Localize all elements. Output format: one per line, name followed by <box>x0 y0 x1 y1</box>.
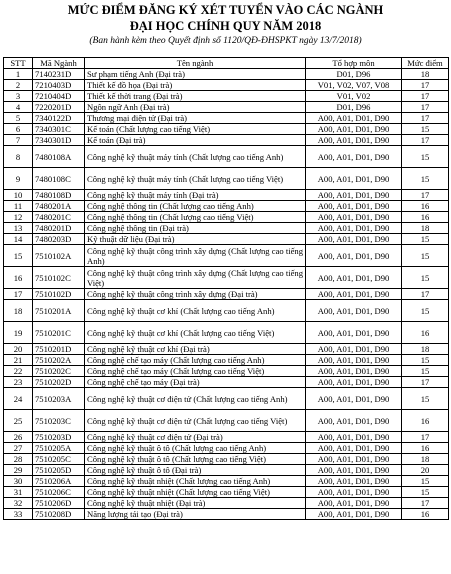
cell-score: 17 <box>402 432 449 443</box>
cell-stt: 13 <box>4 223 33 234</box>
cell-name: Công nghệ chế tạo máy (Chất lượng cao tiếng Anh) <box>85 355 306 366</box>
cell-name: Công nghệ kỹ thuật công trình xây dựng (Đại trà) <box>85 289 306 300</box>
cell-score: 17 <box>402 102 449 113</box>
cell-combo: A00, A01, D01, D90 <box>306 388 402 410</box>
cell-score: 16 <box>402 509 449 520</box>
cell-code: 7510201C <box>33 322 85 344</box>
cell-code: 7510206C <box>33 487 85 498</box>
cell-score: 16 <box>402 410 449 432</box>
cell-score: 17 <box>402 190 449 201</box>
cell-stt: 21 <box>4 355 33 366</box>
cell-name: Công nghệ kỹ thuật nhiệt (Chất lượng cao tiếng Việt) <box>85 487 306 498</box>
table-row <box>4 487 449 498</box>
cell-score: 18 <box>402 454 449 465</box>
cell-score: 18 <box>402 69 449 80</box>
cell-score: 17 <box>402 498 449 509</box>
cell-stt: 17 <box>4 289 33 300</box>
cell-name: Công nghệ kỹ thuật máy tính (Chất lượng cao tiếng Việt) <box>85 168 306 190</box>
cell-stt: 16 <box>4 267 33 289</box>
cell-stt: 25 <box>4 410 33 432</box>
cell-score: 15 <box>402 146 449 168</box>
cell-stt: 30 <box>4 476 33 487</box>
table-row <box>4 465 449 476</box>
cell-score: 15 <box>402 245 449 267</box>
cell-name: Công nghệ kỹ thuật ô tô (Chất lượng cao tiếng Việt) <box>85 454 306 465</box>
col-header-name: Tên ngành <box>85 58 306 69</box>
table-row <box>4 388 449 410</box>
cell-name: Thiết kế đồ họa (Đại trà) <box>85 80 306 91</box>
table-row <box>4 509 449 520</box>
cell-combo: A00, A01, D01, D90 <box>306 234 402 245</box>
cell-stt: 8 <box>4 146 33 168</box>
cell-combo: A00, A01, D01, D90 <box>306 366 402 377</box>
cell-stt: 29 <box>4 465 33 476</box>
cell-combo: A00, A01, D01, D90 <box>306 476 402 487</box>
cell-stt: 7 <box>4 135 33 146</box>
table-row <box>4 377 449 388</box>
cell-combo: A00, A01, D01, D90 <box>306 487 402 498</box>
cell-combo: A00, A01, D01, D90 <box>306 190 402 201</box>
cell-code: 7510202C <box>33 366 85 377</box>
cell-stt: 4 <box>4 102 33 113</box>
cell-combo: D01, D96 <box>306 69 402 80</box>
cell-combo: V01, V02, V07, V08 <box>306 80 402 91</box>
cell-code: 7510202A <box>33 355 85 366</box>
cell-combo: A00, A01, D01, D90 <box>306 344 402 355</box>
cell-name: Kỹ thuật dữ liệu (Đại trà) <box>85 234 306 245</box>
cell-score: 17 <box>402 289 449 300</box>
cell-name: Thương mại điện tử (Đại trà) <box>85 113 306 124</box>
cell-name: Công nghệ kỹ thuật ô tô (Đại trà) <box>85 465 306 476</box>
cell-code: 7480201D <box>33 223 85 234</box>
cell-name: Công nghệ chế tạo máy (Chất lượng cao tiếng Việt) <box>85 366 306 377</box>
cell-stt: 12 <box>4 212 33 223</box>
table-row <box>4 355 449 366</box>
cell-score: 20 <box>402 465 449 476</box>
cell-score: 15 <box>402 487 449 498</box>
scores-table <box>3 57 449 520</box>
cell-combo: A00, A01, D01, D90 <box>306 322 402 344</box>
table-row <box>4 223 449 234</box>
cell-name: Công nghệ thông tin (Đại trà) <box>85 223 306 234</box>
cell-stt: 11 <box>4 201 33 212</box>
cell-code: 7510203D <box>33 432 85 443</box>
cell-combo: A00, A01, D01, D90 <box>306 201 402 212</box>
cell-score: 15 <box>402 168 449 190</box>
cell-stt: 14 <box>4 234 33 245</box>
cell-score: 18 <box>402 344 449 355</box>
table-row <box>4 410 449 432</box>
cell-score: 18 <box>402 223 449 234</box>
cell-code: 7510102D <box>33 289 85 300</box>
cell-code: 7510102C <box>33 267 85 289</box>
cell-name: Kế toán (Chất lượng cao tiếng Việt) <box>85 124 306 135</box>
cell-combo: A00, A01, D01, D90 <box>306 245 402 267</box>
cell-combo: A00, A01, D01, D90 <box>306 509 402 520</box>
cell-score: 15 <box>402 124 449 135</box>
cell-stt: 9 <box>4 168 33 190</box>
cell-stt: 22 <box>4 366 33 377</box>
table-row <box>4 102 449 113</box>
cell-stt: 3 <box>4 91 33 102</box>
cell-score: 15 <box>402 300 449 322</box>
cell-code: 7480201A <box>33 201 85 212</box>
cell-combo: A00, A01, D01, D90 <box>306 410 402 432</box>
cell-name: Công nghệ kỹ thuật cơ khí (Đại trà) <box>85 344 306 355</box>
cell-score: 16 <box>402 322 449 344</box>
table-row <box>4 234 449 245</box>
table-header-row <box>4 58 449 69</box>
cell-code: 7510201A <box>33 300 85 322</box>
cell-combo: D01, D96 <box>306 102 402 113</box>
cell-combo: A00, A01, D01, D90 <box>306 124 402 135</box>
cell-combo: A00, A01, D01, D90 <box>306 443 402 454</box>
cell-code: 7340301D <box>33 135 85 146</box>
cell-name: Công nghệ kỹ thuật máy tính (Chất lượng cao tiếng Anh) <box>85 146 306 168</box>
table-row <box>4 146 449 168</box>
cell-code: 7480203D <box>33 234 85 245</box>
table-row <box>4 300 449 322</box>
col-header-combo: Tổ hợp môn <box>306 58 402 69</box>
table-body <box>4 69 449 520</box>
cell-name: Công nghệ kỹ thuật cơ điện tử (Đại trà) <box>85 432 306 443</box>
cell-combo: A00, A01, D01, D90 <box>306 454 402 465</box>
cell-name: Công nghệ kỹ thuật cơ khí (Chất lượng cao tiếng Việt) <box>85 322 306 344</box>
cell-code: 7480108A <box>33 146 85 168</box>
cell-score: 15 <box>402 476 449 487</box>
cell-score: 15 <box>402 388 449 410</box>
cell-name: Công nghệ kỹ thuật công trình xây dựng (Chất lượng cao tiếng Việt) <box>85 267 306 289</box>
table-row <box>4 289 449 300</box>
cell-name: Công nghệ kỹ thuật cơ điện tử (Chất lượng cao tiếng Việt) <box>85 410 306 432</box>
cell-code: 7220201D <box>33 102 85 113</box>
table-row <box>4 168 449 190</box>
cell-score: 16 <box>402 443 449 454</box>
cell-name: Công nghệ chế tạo máy (Đại trà) <box>85 377 306 388</box>
table-row <box>4 135 449 146</box>
cell-code: 7510205C <box>33 454 85 465</box>
cell-name: Công nghệ kỹ thuật máy tính (Đại trà) <box>85 190 306 201</box>
cell-code: 7510203A <box>33 388 85 410</box>
cell-combo: V01, V02 <box>306 91 402 102</box>
cell-combo: A00, A01, D01, D90 <box>306 432 402 443</box>
cell-name: Thiết kế thời trang (Đại trà) <box>85 91 306 102</box>
table-row <box>4 190 449 201</box>
cell-stt: 28 <box>4 454 33 465</box>
cell-stt: 1 <box>4 69 33 80</box>
cell-combo: A00, A01, D01, D90 <box>306 289 402 300</box>
cell-stt: 5 <box>4 113 33 124</box>
col-header-code: Mã Ngành <box>33 58 85 69</box>
cell-score: 17 <box>402 80 449 91</box>
cell-combo: A00, A01, D01, D90 <box>306 267 402 289</box>
page-subtitle: (Ban hành kèm theo Quyết định số 1120/QĐ-ĐHSPKT ngày 13/7/2018) <box>89 36 362 46</box>
cell-combo: A00, A01, D01, D90 <box>306 300 402 322</box>
cell-name: Năng lượng tái tạo (Đại trà) <box>85 509 306 520</box>
cell-code: 7480201C <box>33 212 85 223</box>
cell-code: 7140231D <box>33 69 85 80</box>
table-row <box>4 113 449 124</box>
cell-code: 7510203C <box>33 410 85 432</box>
cell-score: 17 <box>402 377 449 388</box>
table-row <box>4 443 449 454</box>
cell-score: 15 <box>402 366 449 377</box>
cell-score: 17 <box>402 91 449 102</box>
cell-stt: 31 <box>4 487 33 498</box>
cell-name: Ngôn ngữ Anh (Đại trà) <box>85 102 306 113</box>
cell-code: 7510206D <box>33 498 85 509</box>
table-row <box>4 322 449 344</box>
table-row <box>4 80 449 91</box>
cell-name: Sư phạm tiếng Anh (Đại trà) <box>85 69 306 80</box>
cell-combo: A00, A01, D01, D90 <box>306 498 402 509</box>
cell-name: Công nghệ thông tin (Chất lượng cao tiếng Anh) <box>85 201 306 212</box>
table-row <box>4 245 449 267</box>
cell-code: 7340122D <box>33 113 85 124</box>
cell-score: 15 <box>402 234 449 245</box>
cell-stt: 32 <box>4 498 33 509</box>
cell-code: 7510206A <box>33 476 85 487</box>
cell-name: Công nghệ kỹ thuật nhiệt (Chất lượng cao tiếng Anh) <box>85 476 306 487</box>
cell-name: Công nghệ kỹ thuật cơ điện tử (Chất lượng cao tiếng Anh) <box>85 388 306 410</box>
table-row <box>4 476 449 487</box>
cell-stt: 26 <box>4 432 33 443</box>
table-row <box>4 91 449 102</box>
cell-combo: A00, A01, D01, D90 <box>306 377 402 388</box>
cell-combo: A00, A01, D01, D90 <box>306 113 402 124</box>
cell-stt: 6 <box>4 124 33 135</box>
cell-combo: A00, A01, D01, D90 <box>306 146 402 168</box>
cell-code: 7510205D <box>33 465 85 476</box>
table-row <box>4 366 449 377</box>
cell-combo: A00, A01, D01, D90 <box>306 168 402 190</box>
cell-name: Kế toán (Đại trà) <box>85 135 306 146</box>
cell-stt: 24 <box>4 388 33 410</box>
col-header-stt: STT <box>4 58 33 69</box>
cell-stt: 33 <box>4 509 33 520</box>
cell-code: 7510201D <box>33 344 85 355</box>
cell-stt: 15 <box>4 245 33 267</box>
cell-combo: A00, A01, D01, D90 <box>306 355 402 366</box>
cell-stt: 19 <box>4 322 33 344</box>
cell-stt: 2 <box>4 80 33 91</box>
cell-code: 7340301C <box>33 124 85 135</box>
cell-code: 7510208D <box>33 509 85 520</box>
table-row <box>4 498 449 509</box>
cell-combo: A00, A01, D01, D90 <box>306 212 402 223</box>
col-header-score: Mức điểm <box>402 58 449 69</box>
cell-name: Công nghệ kỹ thuật nhiệt (Đại trà) <box>85 498 306 509</box>
cell-score: 16 <box>402 201 449 212</box>
cell-name: Công nghệ kỹ thuật cơ khí (Chất lượng cao tiếng Anh) <box>85 300 306 322</box>
cell-code: 7480108C <box>33 168 85 190</box>
cell-stt: 18 <box>4 300 33 322</box>
cell-stt: 20 <box>4 344 33 355</box>
cell-code: 7510102A <box>33 245 85 267</box>
table-row <box>4 201 449 212</box>
cell-stt: 27 <box>4 443 33 454</box>
page-title-line1: MỨC ĐIỂM ĐĂNG KÝ XÉT TUYỂN VÀO CÁC NGÀNH <box>67 3 384 17</box>
table-row <box>4 69 449 80</box>
table-row <box>4 344 449 355</box>
cell-score: 16 <box>402 212 449 223</box>
cell-score: 15 <box>402 267 449 289</box>
cell-code: 7210404D <box>33 91 85 102</box>
cell-name: Công nghệ thông tin (Chất lượng cao tiếng Việt) <box>85 212 306 223</box>
cell-score: 15 <box>402 355 449 366</box>
cell-code: 7510202D <box>33 377 85 388</box>
cell-name: Công nghệ kỹ thuật ô tô (Chất lượng cao tiếng Anh) <box>85 443 306 454</box>
table-row <box>4 454 449 465</box>
cell-code: 7210403D <box>33 80 85 91</box>
cell-combo: A00, A01, D01, D90 <box>306 135 402 146</box>
cell-score: 17 <box>402 113 449 124</box>
cell-name: Công nghệ kỹ thuật công trình xây dựng (Chất lượng cao tiếng Anh) <box>85 245 306 267</box>
cell-score: 17 <box>402 135 449 146</box>
cell-combo: A00, A01, D01, D90 <box>306 223 402 234</box>
table-row <box>4 267 449 289</box>
page-title-line2: ĐẠI HỌC CHÍNH QUY NĂM 2018 <box>129 19 322 33</box>
cell-code: 7480108D <box>33 190 85 201</box>
cell-stt: 23 <box>4 377 33 388</box>
table-row <box>4 124 449 135</box>
cell-stt: 10 <box>4 190 33 201</box>
cell-code: 7510205A <box>33 443 85 454</box>
cell-combo: A00, A01, D01, D90 <box>306 465 402 476</box>
table-row <box>4 212 449 223</box>
table-row <box>4 432 449 443</box>
